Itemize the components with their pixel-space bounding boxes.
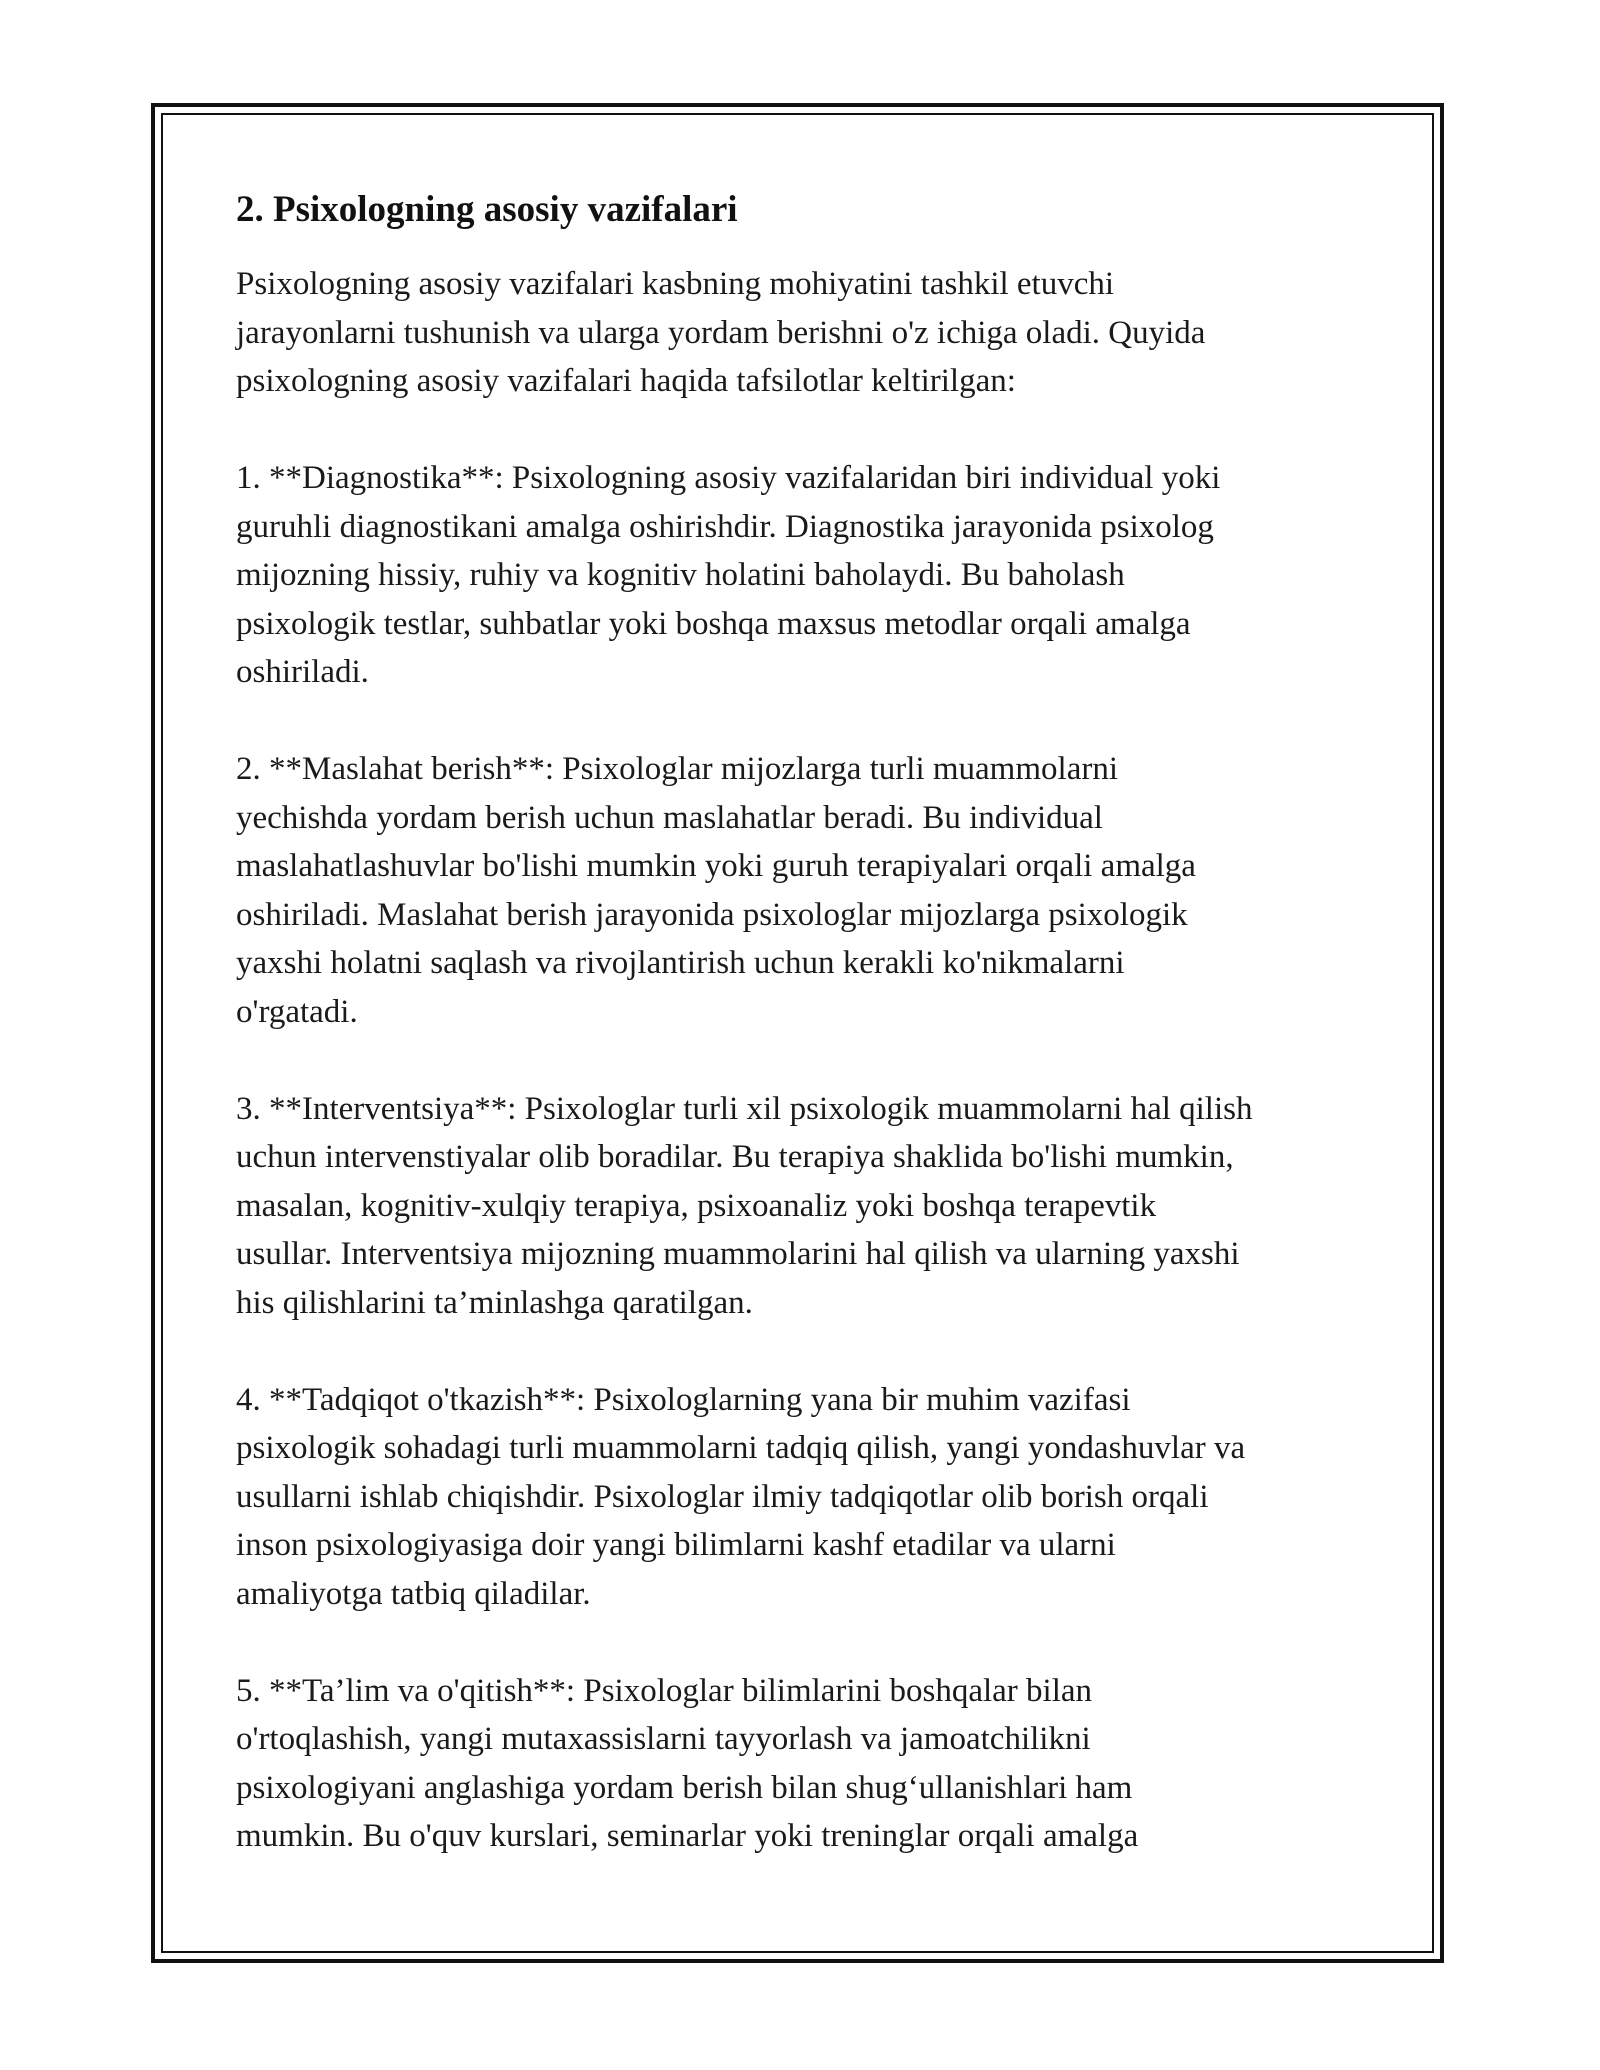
paragraph-line: 1. **Diagnostika**: Psixologning asosiy vazifalaridan biri individual yoki <box>236 460 1221 496</box>
paragraph-line: uchun intervenstiyalar olib boradilar. Bu terapiya shaklida bo'lishi mumkin, <box>236 1139 1234 1175</box>
paragraph-line: 2. **Maslahat berish**: Psixologlar mijozlarga turli muammolarni <box>236 751 1118 787</box>
paragraph-line: jarayonlarni tushunish va ularga yordam berishni o'z ichiga oladi. Quyida <box>236 314 1206 351</box>
paragraph <box>236 1376 1376 1619</box>
paragraph-line: psixologning asosiy vazifalari haqida tafsilotlar keltirilgan: <box>236 363 1016 399</box>
paragraph-line: o'rgatadi. <box>236 993 358 1030</box>
paragraph-line: oshiriladi. Maslahat berish jarayonida psixologlar mijozlarga psixologik <box>236 896 1188 933</box>
section-heading: 2. Psixologning asosiy vazifalari <box>236 189 738 230</box>
paragraph-line: guruhli diagnostikani amalga oshirishdir. Diagnostika jarayonida psixolog <box>236 508 1214 545</box>
paragraph <box>236 745 1376 1036</box>
paragraph <box>236 454 1376 697</box>
paragraph-line: 5. **Ta’lim va o'qitish**: Psixologlar bilimlarini boshqalar bilan <box>236 1672 1093 1709</box>
paragraph-line: psixologik sohadagi turli muammolarni tadqiq qilish, yangi yondashuvlar va <box>236 1430 1246 1466</box>
paragraph-line: mumkin. Bu o'quv kurslari, seminarlar yoki treninglar orqali amalga <box>236 1818 1139 1854</box>
paragraph-line: yechishda yordam berish uchun maslahatlar beradi. Bu individual <box>236 799 1103 836</box>
paragraph-line: usullar. Interventsiya mijozning muammolarini hal qilish va ularning yaxshi <box>236 1236 1240 1272</box>
paragraph-line: yaxshi holatni saqlash va rivojlantirish uchun kerakli ko'nikmalarni <box>236 945 1125 981</box>
paragraph-line: mijozning hissiy, ruhiy va kognitiv holatini baholaydi. Bu baholash <box>236 557 1125 593</box>
paragraph <box>236 1667 1376 1861</box>
page-content <box>236 186 1376 1909</box>
paragraph-line: 3. **Interventsiya**: Psixologlar turli xil psixologik muammolarni hal qilish <box>236 1090 1253 1127</box>
paragraph-line: psixologik testlar, suhbatlar yoki boshqa maxsus metodlar orqali amalga <box>236 605 1191 642</box>
paragraph-line: amaliyotga tatbiq qiladilar. <box>236 1575 591 1612</box>
paragraph-line: 4. **Tadqiqot o'tkazish**: Psixologlarning yana bir muhim vazifasi <box>236 1381 1131 1418</box>
paragraph-line: o'rtoqlashish, yangi mutaxassislarni tayyorlash va jamoatchilikni <box>236 1721 1091 1757</box>
paragraph <box>236 260 1376 406</box>
paragraph-line: Psixologning asosiy vazifalari kasbning mohiyatini tashkil etuvchi <box>236 266 1115 302</box>
paragraph-line: his qilishlarini ta’minlashga qaratilgan. <box>236 1284 753 1321</box>
paragraph-line: oshiriladi. <box>236 654 369 690</box>
paragraph-line: usullarni ishlab chiqishdir. Psixologlar ilmiy tadqiqotlar olib borish orqali <box>236 1478 1209 1515</box>
paragraph-line: psixologiyani anglashiga yordam berish bilan shug‘ullanishlari ham <box>236 1769 1133 1806</box>
paragraph-line: maslahatlashuvlar bo'lishi mumkin yoki guruh terapiyalari orqali amalga <box>236 848 1196 884</box>
paragraph-line: masalan, kognitiv-xulqiy terapiya, psixoanaliz yoki boshqa terapevtik <box>236 1187 1157 1224</box>
paragraph-line: inson psixologiyasiga doir yangi bilimlarni kashf etadilar va ularni <box>236 1527 1116 1563</box>
paragraph <box>236 1085 1376 1328</box>
paragraph-list <box>236 260 1376 1861</box>
